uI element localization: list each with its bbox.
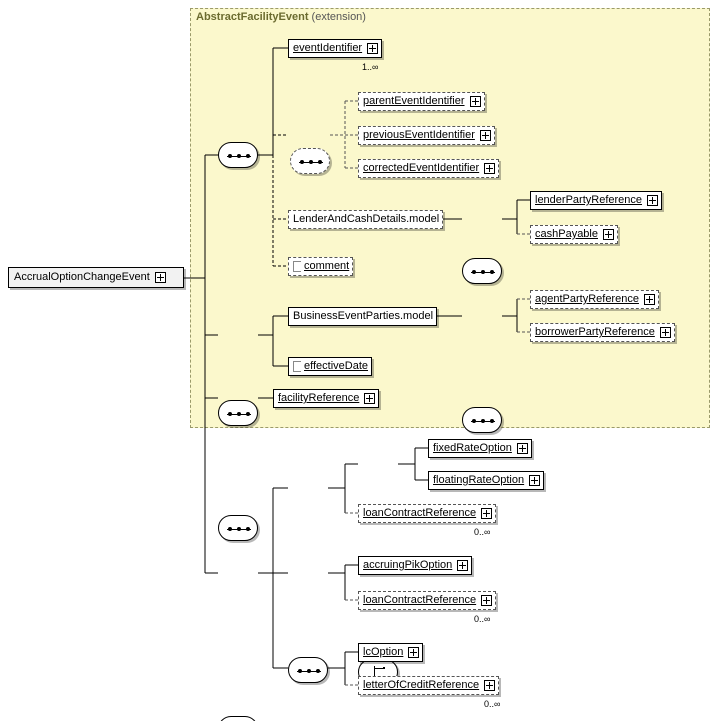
element-effectivedate-label: effectiveDate <box>304 360 369 372</box>
expand-plus-icon[interactable] <box>155 272 166 283</box>
element-letterofcreditreference[interactable] <box>358 676 499 695</box>
sequence-icon <box>227 527 251 531</box>
expand-plus-icon[interactable] <box>480 130 491 141</box>
element-borrowerpartyreference[interactable] <box>530 323 675 342</box>
element-floatingrateoption[interactable] <box>428 471 544 490</box>
element-letterofcreditreference-label: letterOfCreditReference <box>363 679 480 691</box>
extension-region-kind: (extension) <box>311 11 366 23</box>
element-lenderpartyreference[interactable] <box>530 191 662 210</box>
sequence-compositor-business-event[interactable] <box>218 400 258 426</box>
element-cashpayable[interactable] <box>530 225 618 244</box>
element-previouseventidentifier[interactable] <box>358 126 495 145</box>
expand-plus-icon[interactable] <box>408 647 419 658</box>
element-accruingpikoption-label: accruingPikOption <box>363 559 453 571</box>
sequence-icon <box>471 270 495 274</box>
expand-plus-icon[interactable] <box>481 595 492 606</box>
expand-plus-icon[interactable] <box>481 508 492 519</box>
sequence-icon <box>299 160 323 164</box>
sequence-icon <box>227 412 251 416</box>
element-loancontractreference-2[interactable] <box>358 591 496 610</box>
expand-plus-icon[interactable] <box>517 443 528 454</box>
element-correctedeventidentifier-label: correctedEventIdentifier <box>363 162 480 174</box>
root-element-label: AccrualOptionChangeEvent <box>14 271 150 283</box>
element-correctedeventidentifier[interactable] <box>358 159 499 178</box>
element-facilityreference[interactable] <box>273 389 379 408</box>
occurrence-eventidentifier: 1..∞ <box>362 62 379 72</box>
expand-plus-icon[interactable] <box>647 195 658 206</box>
occurrence-loancontractreference-2: 0..∞ <box>474 614 491 624</box>
element-fixedrateoption-label: fixedRateOption <box>433 442 512 454</box>
element-eventidentifier-label: eventIdentifier <box>293 42 363 54</box>
element-previouseventidentifier-label: previousEventIdentifier <box>363 129 475 141</box>
expand-plus-icon[interactable] <box>470 96 481 107</box>
element-comment[interactable] <box>288 257 353 276</box>
element-eventidentifier[interactable] <box>288 39 382 58</box>
occurrence-letterofcreditreference: 0..∞ <box>484 699 501 709</box>
expand-plus-icon[interactable] <box>457 560 468 571</box>
element-effectivedate[interactable] <box>288 357 372 376</box>
group-businesseventparties-model[interactable] <box>288 307 437 326</box>
extension-region-name: AbstractFacilityEvent <box>196 11 309 23</box>
element-lenderpartyreference-label: lenderPartyReference <box>535 194 643 206</box>
element-lcoption-label: lcOption <box>363 646 404 658</box>
element-fixedrateoption[interactable] <box>428 439 532 458</box>
element-comment-label: comment <box>304 260 350 272</box>
expand-plus-icon[interactable] <box>367 43 378 54</box>
sequence-icon <box>227 154 251 158</box>
element-floatingrateoption-label: floatingRateOption <box>433 474 525 486</box>
expand-plus-icon[interactable] <box>484 680 495 691</box>
group-businesseventparties-model-label: BusinessEventParties.model <box>293 310 434 322</box>
sequence-compositor-top[interactable] <box>218 142 258 168</box>
element-lcoption[interactable] <box>358 643 423 662</box>
element-loancontractreference-1[interactable] <box>358 504 496 523</box>
element-facilityreference-label: facilityReference <box>278 392 360 404</box>
element-loancontractreference-2-label: loanContractReference <box>363 594 477 606</box>
element-agentpartyreference[interactable] <box>530 290 659 309</box>
root-element-box[interactable] <box>8 267 184 288</box>
sequence-compositor-facility[interactable] <box>218 515 258 541</box>
element-parenteventidentifier-label: parentEventIdentifier <box>363 95 465 107</box>
expand-plus-icon[interactable] <box>660 327 671 338</box>
expand-plus-icon[interactable] <box>529 475 540 486</box>
sequence-compositor-lendercash[interactable] <box>462 258 502 284</box>
element-agentpartyreference-label: agentPartyReference <box>535 293 639 305</box>
group-lenderandcashdetails-model-label: LenderAndCashDetails.model <box>293 213 440 225</box>
attribute-marker-icon <box>293 261 301 272</box>
element-borrowerpartyreference-label: borrowerPartyReference <box>535 326 655 338</box>
attribute-marker-icon <box>293 361 301 372</box>
sequence-icon <box>471 419 495 423</box>
expand-plus-icon[interactable] <box>364 393 375 404</box>
sequence-icon <box>297 669 321 673</box>
element-parenteventidentifier[interactable] <box>358 92 485 111</box>
occurrence-loancontractreference-1: 0..∞ <box>474 527 491 537</box>
group-lenderandcashdetails-model[interactable] <box>288 210 443 229</box>
element-loancontractreference-1-label: loanContractReference <box>363 507 477 519</box>
sequence-compositor-rate-option[interactable] <box>288 657 328 683</box>
expand-plus-icon[interactable] <box>484 163 495 174</box>
sequence-compositor-event-identifiers[interactable] <box>290 148 330 174</box>
sequence-compositor-parties[interactable] <box>462 407 502 433</box>
expand-plus-icon[interactable] <box>603 229 614 240</box>
element-cashpayable-label: cashPayable <box>535 228 598 240</box>
expand-plus-icon[interactable] <box>644 294 655 305</box>
element-accruingpikoption[interactable] <box>358 556 472 575</box>
